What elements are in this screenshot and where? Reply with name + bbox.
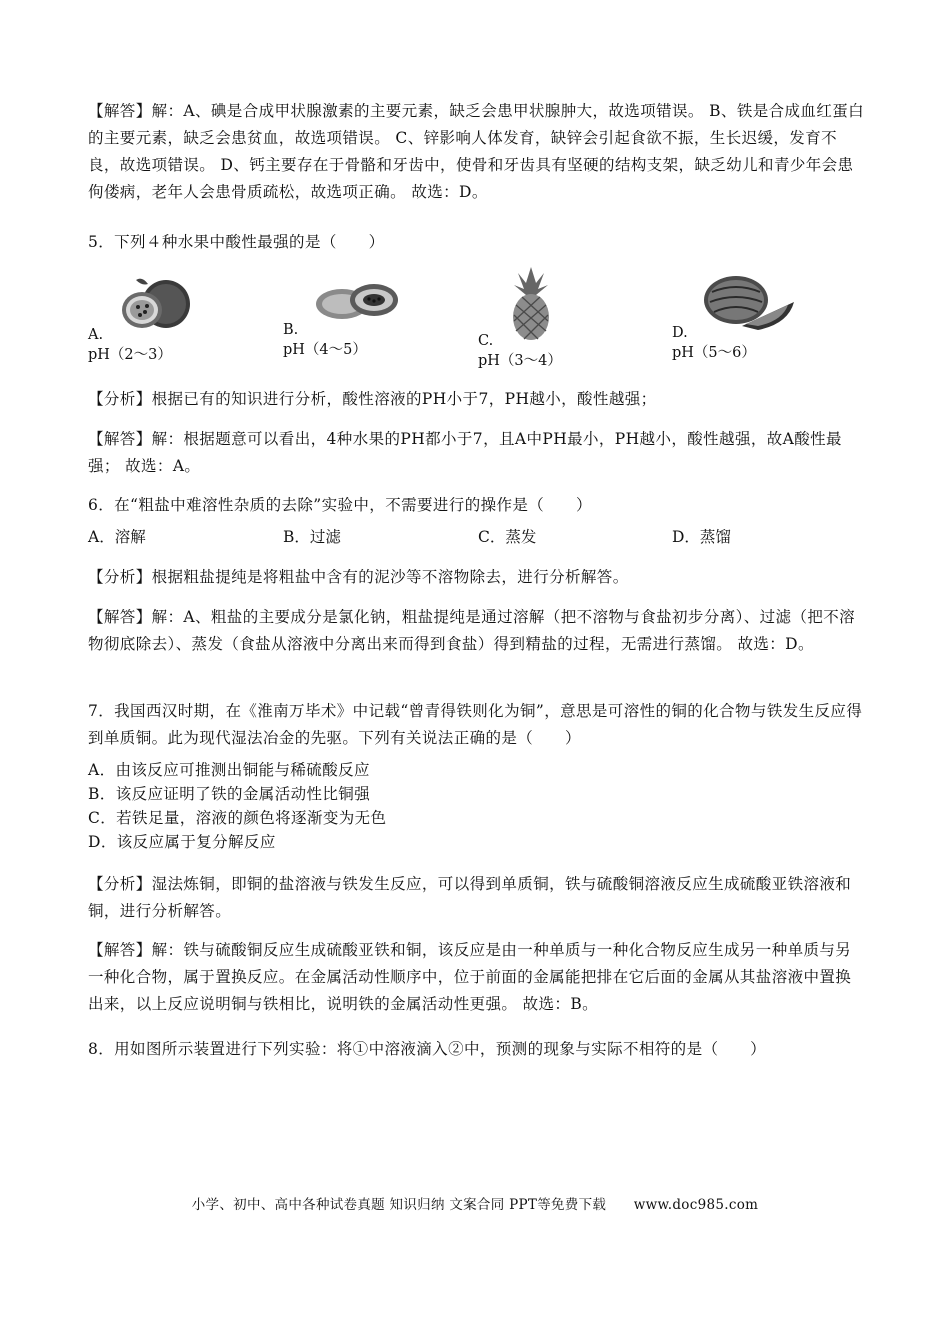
q5-option-d <box>672 323 756 363</box>
q6-analysis: 【分析】根据粗盐提纯是将粗盐中含有的泥沙等不溶物除去，进行分析解答。 <box>88 568 629 586</box>
option-ph: pH（4～5） <box>283 342 367 358</box>
q4-answer: 【解答】解：A、碘是合成甲状腺激素的主要元素，缺乏会患甲状腺肿大，故选项错误。 B、铁是合成血红蛋白的主要元素，缺乏会患贫血，故选项错误。 C、锌影响人体发育，缺锌会引起食欲不振，生长迟缓，发育不良，故选项错误。 D、钙主要存在于骨骼和牙齿中，使骨和牙齿具有坚硬的结构支架，缺乏幼儿和青少年会患佝偻病，老年人会患骨质疏松，故选项正确。 故选：D。 <box>88 102 865 201</box>
q7-option-b: B．该反应证明了铁的金属活动性比铜强 <box>88 785 371 803</box>
option-letter: A. <box>88 327 104 343</box>
q6-option-c: C．蒸发 <box>478 528 537 546</box>
q5-option-b <box>283 320 367 360</box>
q7-option-d: D．该反应属于复分解反应 <box>88 833 276 851</box>
option-ph: pH（3～4） <box>478 353 562 369</box>
q6-option-d: D．蒸馏 <box>672 528 731 546</box>
q7-option-c: C．若铁足量，溶液的颜色将逐渐变为无色 <box>88 809 387 827</box>
q6-answer: 【解答】解：A、粗盐的主要成分是氯化钠，粗盐提纯是通过溶解（把不溶物与食盐初步分离）、过滤（把不溶物彻底除去）、蒸发（食盐从溶液中分离出来而得到食盐）得到精盐的过程，无需进行蒸馏。 故选：D。 <box>88 608 856 653</box>
q7-options <box>88 758 864 854</box>
q5-option-a <box>88 325 172 365</box>
q7-option-a: A．由该反应可推测出铜能与稀硫酸反应 <box>88 761 370 779</box>
q8-question: 8．用如图所示装置进行下列实验：将①中溶液滴入②中，预测的现象与实际不相符的是（ ） <box>88 1040 767 1058</box>
q5-analysis: 【分析】根据已有的知识进行分析，酸性溶液的PH小于7，PH越小，酸性越强； <box>88 390 657 408</box>
option-letter: D. <box>672 325 688 341</box>
q7-analysis: 【分析】湿法炼铜，即铜的盐溶液与铁发生反应，可以得到单质铜，铁与硫酸铜溶液反应生成硫酸亚铁溶液和铜，进行分析解答。 <box>88 875 852 920</box>
q6-option-b: B．过滤 <box>283 528 341 546</box>
pineapple-icon <box>508 265 554 341</box>
q7-answer: 【解答】解：铁与硫酸铜反应生成硫酸亚铁和铜，该反应是由一种单质与一种化合物反应生成另一种单质与另一种化合物，属于置换反应。在金属活动性顺序中，位于前面的金属能把排在它后面的金属从其盐溶液中置换出来，以上反应说明铜与铁相比，说明铁的金属活动性更强。 故选：B。 <box>88 941 852 1013</box>
q6-option-a: A．溶解 <box>88 528 146 546</box>
q5-answer: 【解答】解：根据题意可以看出，4种水果的PH都小于7，且A中PH最小，PH越小，酸性越强，故A酸性最强； 故选：A。 <box>88 430 842 475</box>
page-footer: 小学、初中、高中各种试卷真题 知识归纳 文案合同 PPT等免费下载 www.doc985.com <box>191 1197 759 1213</box>
papaya-icon <box>312 278 402 324</box>
q5-option-c <box>478 331 562 371</box>
option-ph: pH（5～6） <box>672 345 756 361</box>
option-letter: B. <box>283 322 299 338</box>
option-ph: pH（2～3） <box>88 347 172 363</box>
q5-question: 5．下列４种水果中酸性最强的是（ ） <box>88 233 385 251</box>
option-letter: C. <box>478 333 494 349</box>
q6-question: 6．在“粗盐中难溶性杂质的去除”实验中，不需要进行的操作是（ ） <box>88 496 592 514</box>
q7-question: 7．我国西汉时期，在《淮南万毕术》中记载“曾青得铁则化为铜”，意思是可溶性的铜的化合物与铁发生反应得到单质铜。此为现代湿法冶金的先驱。下列有关说法正确的是（ ） <box>88 702 863 747</box>
